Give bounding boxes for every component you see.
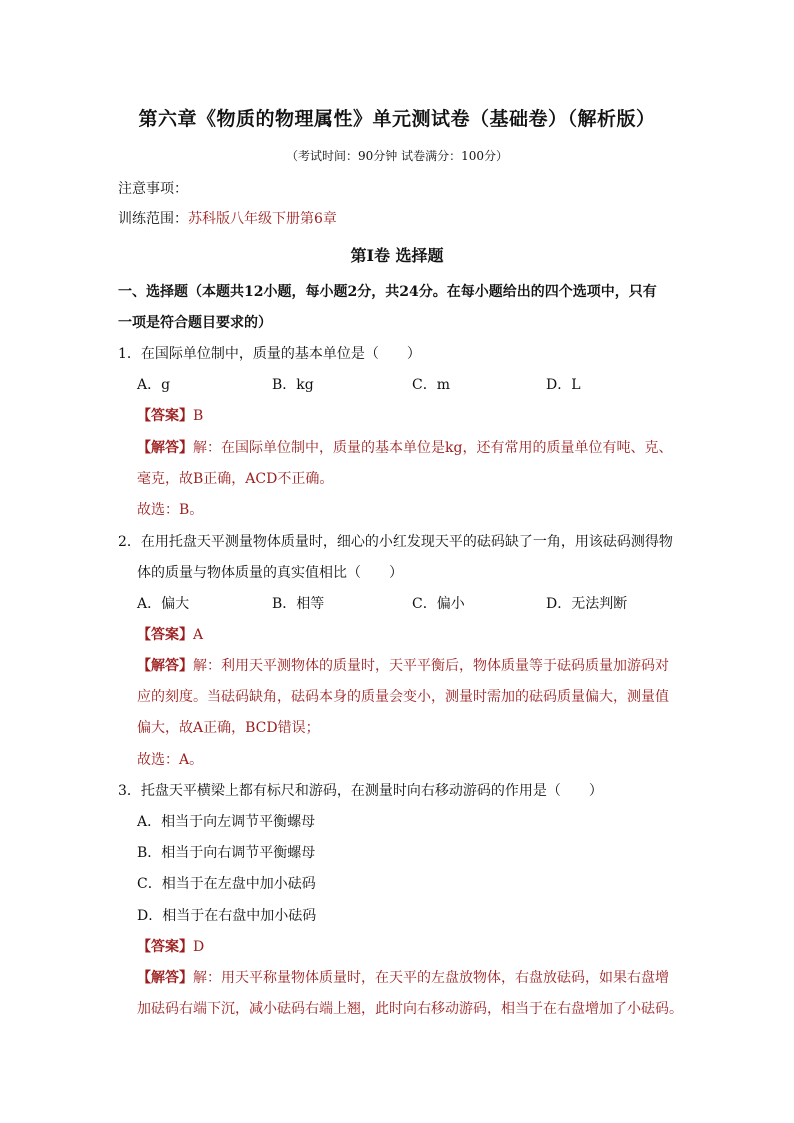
option-b: B．kg: [272, 377, 314, 393]
analysis-text: 解：利用天平测物体的质量时，天平平衡后，物体质量等于砝码质量加游码对: [193, 658, 669, 674]
option-c: C．m: [412, 377, 450, 393]
answer-tag: 【答案】: [137, 627, 193, 643]
section-instructions-line1: 一、选择题（本题共12小题，每小题2分，共24分。在每小题给出的四个选项中，只有: [118, 284, 657, 300]
question-1-answer: [137, 405, 203, 425]
notice-label: 注意事项：: [118, 181, 188, 197]
question-1-analysis-line1: [137, 437, 672, 457]
option-d: D．无法判断: [546, 596, 628, 612]
question-2-answer: [137, 624, 203, 644]
question-1-analysis-line2: 毫克，故B正确，ACD不正确。: [137, 471, 334, 487]
analysis-tag: 【解答】: [137, 658, 193, 674]
question-3-analysis-line1: [137, 967, 669, 987]
option-a: A．g: [137, 377, 171, 393]
question-1-stem: 1．在国际单位制中，质量的基本单位是（ ）: [118, 346, 421, 362]
question-3-option-a: A．相当于向左调节平衡螺母: [137, 814, 316, 830]
answer-tag: 【答案】: [137, 408, 193, 424]
question-1-choice: 故选：B。: [137, 502, 204, 518]
question-3-stem: 3．托盘天平横梁上都有标尺和游码，在测量时向右移动游码的作用是（ ）: [118, 783, 603, 799]
question-2-stem-line1: 2．在用托盘天平测量物体质量时，细心的小红发现天平的砝码缺了一角，用该砝码测得物: [118, 534, 673, 550]
analysis-text: 解：在国际单位制中，质量的基本单位是kg，还有常用的质量单位有吨、克、: [193, 440, 673, 456]
question-3-option-d: D．相当于在右盘中加小砝码: [137, 908, 317, 924]
answer-tag: 【答案】: [137, 939, 193, 955]
answer-value: D: [193, 939, 205, 955]
analysis-tag: 【解答】: [137, 440, 193, 456]
question-3-analysis-line2: 加砝码右端下沉，减小砝码右端上翘，此时向右移动游码，相当于在右盘增加了小砝码。: [137, 1001, 683, 1017]
question-2-options: [0, 593, 794, 613]
answer-value: B: [193, 408, 204, 424]
option-a: A．偏大: [137, 596, 190, 612]
question-2-stem-line2: 体的质量与物体质量的真实值相比（ ）: [137, 565, 403, 581]
question-3-answer: [137, 936, 204, 956]
question-1-options: [0, 374, 794, 394]
question-3-option-b: B．相当于向右调节平衡螺母: [137, 845, 316, 861]
option-c: C．偏小: [412, 596, 465, 612]
section-instructions-line2: 一项是符合题目要求的）: [118, 315, 272, 331]
option-b: B．相等: [272, 596, 325, 612]
scope-value: 苏科版八年级下册第6章: [188, 211, 337, 227]
exam-time-info: （考试时间：90分钟 试卷满分：100分）: [286, 149, 508, 163]
question-2-analysis-line3: 偏大，故A正确，BCD错误；: [137, 720, 320, 736]
page-title: 第六章《物质的物理属性》单元测试卷（基础卷）（解析版）: [138, 108, 656, 130]
option-d: D．L: [546, 377, 581, 393]
analysis-text: 解：用天平称量物体质量时，在天平的左盘放物体，右盘放砝码，如果右盘增: [193, 970, 669, 986]
section-title: 第Ⅰ卷 选择题: [350, 246, 444, 265]
question-2-choice: 故选：A。: [137, 752, 204, 768]
question-3-option-c: C．相当于在左盘中加小砝码: [137, 876, 316, 892]
question-2-analysis-line2: 应的刻度。当砝码缺角，砝码本身的质量会变小，测量时需加的砝码质量偏大，测量值: [137, 689, 669, 705]
question-2-analysis-line1: [137, 655, 669, 675]
training-scope: [118, 208, 337, 228]
answer-value: A: [193, 627, 204, 643]
scope-label: 训练范围：: [118, 211, 188, 227]
analysis-tag: 【解答】: [137, 970, 193, 986]
